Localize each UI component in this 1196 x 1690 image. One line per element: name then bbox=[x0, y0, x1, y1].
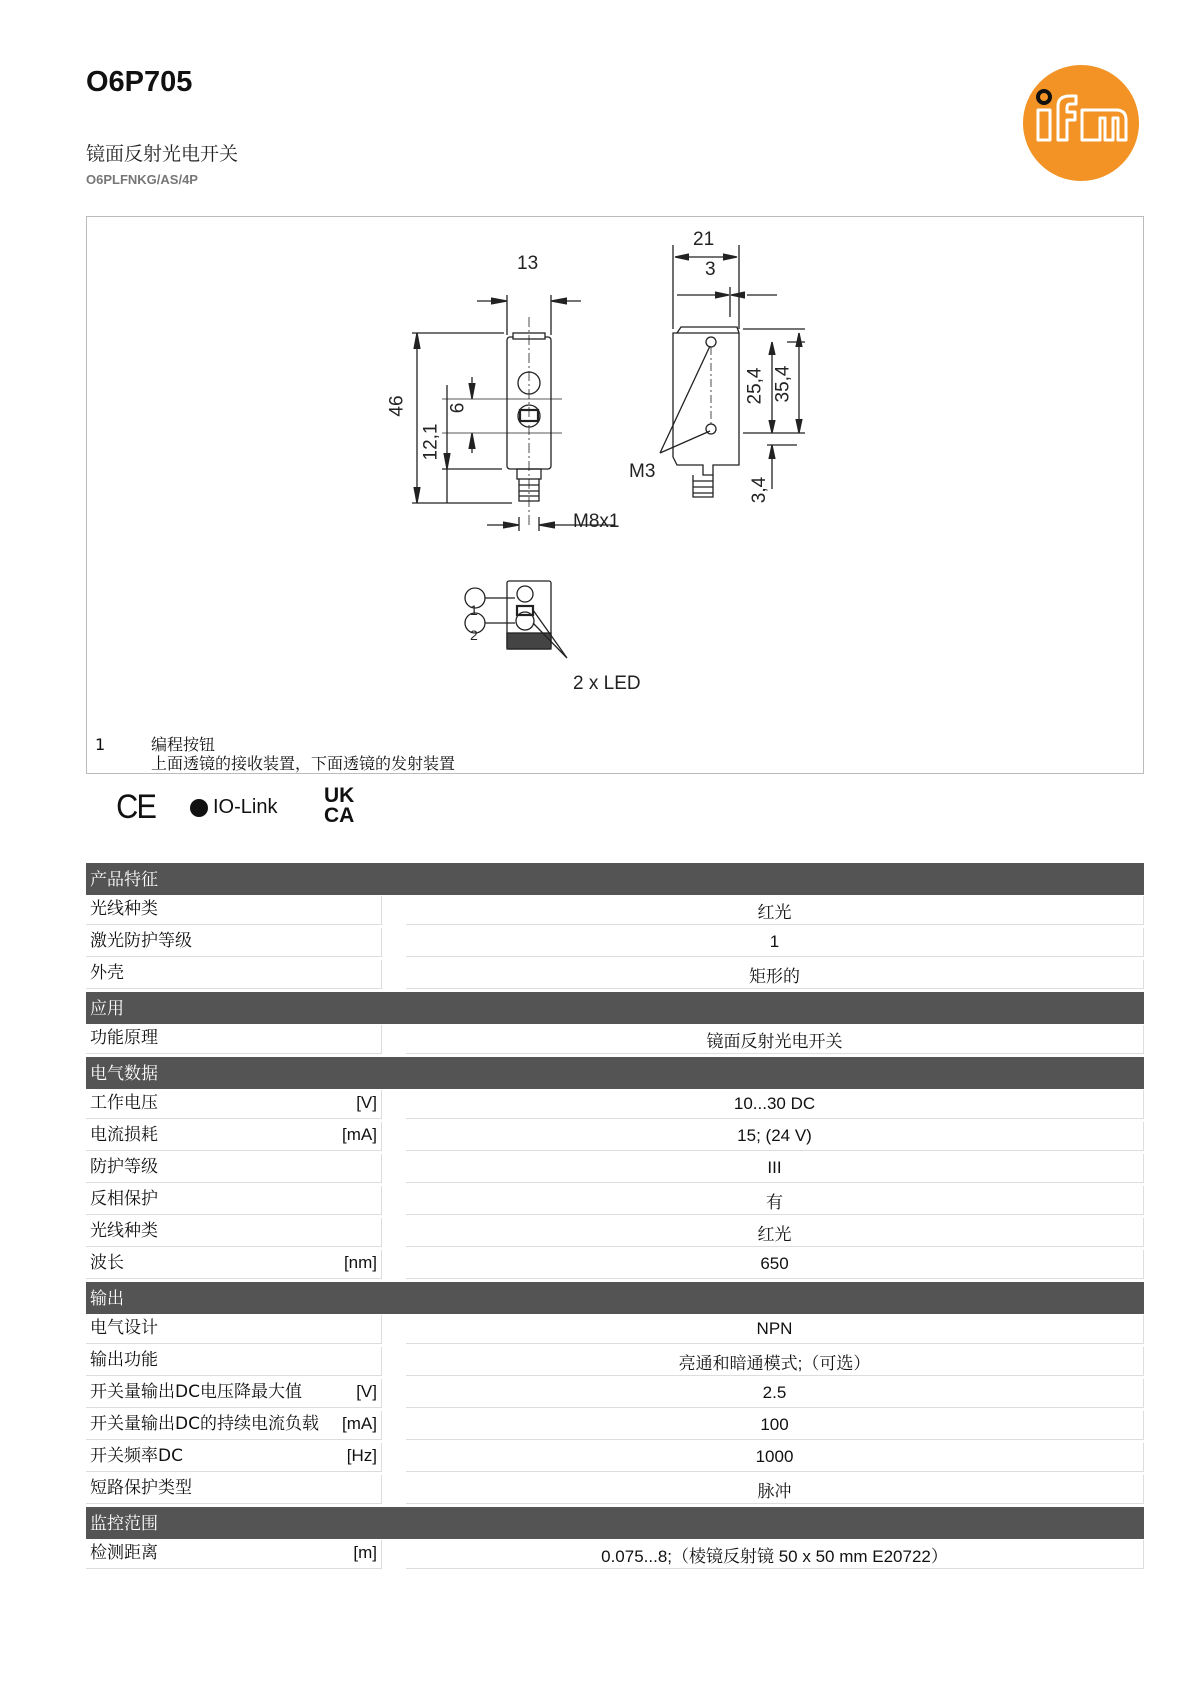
spec-label-cell bbox=[86, 1411, 382, 1440]
spec-label: 电流损耗 bbox=[90, 1125, 158, 1145]
spec-gap bbox=[382, 1540, 406, 1569]
spec-value: 红光 bbox=[406, 1218, 1144, 1247]
spec-label: 开关量输出DC电压降最大值 bbox=[90, 1382, 302, 1402]
dim-6-label: 6 bbox=[447, 402, 469, 414]
spec-row bbox=[86, 1186, 1144, 1215]
spec-row bbox=[86, 896, 1144, 925]
spec-gap bbox=[382, 1186, 406, 1215]
spec-value: 有 bbox=[406, 1186, 1144, 1215]
spec-value: 脉冲 bbox=[406, 1475, 1144, 1504]
spec-label-cell bbox=[86, 1250, 382, 1279]
spec-row bbox=[86, 1347, 1144, 1376]
spec-value: 100 bbox=[406, 1411, 1144, 1440]
spec-gap bbox=[382, 1443, 406, 1472]
spec-row bbox=[86, 1443, 1144, 1472]
spec-value: 650 bbox=[406, 1250, 1144, 1279]
spec-unit: [nm] bbox=[343, 1253, 377, 1272]
spec-row bbox=[86, 1025, 1144, 1054]
spec-gap bbox=[382, 1250, 406, 1279]
section-header: 应用 bbox=[86, 992, 1144, 1024]
spec-row bbox=[86, 1379, 1144, 1408]
spec-value: 15; (24 V) bbox=[406, 1122, 1144, 1151]
spec-label-cell bbox=[86, 1186, 382, 1215]
callout-1: 1 bbox=[470, 602, 478, 618]
section-header: 输出 bbox=[86, 1282, 1144, 1314]
spec-row bbox=[86, 1250, 1144, 1279]
section-header: 监控范围 bbox=[86, 1507, 1144, 1539]
spec-gap bbox=[382, 1090, 406, 1119]
spec-label: 电气设计 bbox=[90, 1318, 158, 1338]
product-subtitle: 镜面反射光电开关 bbox=[86, 143, 239, 165]
ukca-top: UK bbox=[324, 784, 355, 807]
spec-gap bbox=[382, 960, 406, 989]
spec-label-cell bbox=[86, 1443, 382, 1472]
spec-unit: [Hz] bbox=[346, 1446, 377, 1465]
spec-value: 镜面反射光电开关 bbox=[406, 1025, 1144, 1054]
spec-unit: [mA] bbox=[342, 1414, 377, 1433]
spec-label-cell bbox=[86, 1379, 382, 1408]
spec-gap bbox=[382, 1154, 406, 1183]
spec-label-cell bbox=[86, 1218, 382, 1247]
dim-13-label: 13 bbox=[517, 253, 539, 274]
callout-2: 2 bbox=[470, 627, 478, 643]
spec-gap bbox=[382, 1475, 406, 1504]
spec-label-cell bbox=[86, 1025, 382, 1054]
dim-21-label: 21 bbox=[693, 229, 715, 250]
dim-3-label: 3 bbox=[705, 259, 716, 280]
spec-label: 开关频率DC bbox=[90, 1446, 183, 1466]
spec-gap bbox=[382, 1379, 406, 1408]
dim-12-1-label: 12,1 bbox=[420, 423, 442, 461]
spec-label-cell bbox=[86, 1540, 382, 1569]
io-link-text: IO-Link bbox=[213, 796, 278, 818]
spec-unit: [V] bbox=[356, 1382, 377, 1401]
dim-3-4-label: 3,4 bbox=[749, 476, 771, 504]
spec-label-cell bbox=[86, 1090, 382, 1119]
spec-value: III bbox=[406, 1154, 1144, 1183]
io-link-icon bbox=[190, 799, 208, 817]
spec-label-cell bbox=[86, 1475, 382, 1504]
spec-label-cell bbox=[86, 896, 382, 925]
note-line: 编程按钮 bbox=[151, 735, 216, 754]
spec-value: 1000 bbox=[406, 1443, 1144, 1472]
spec-label: 防护等级 bbox=[90, 1157, 158, 1177]
spec-unit: [mA] bbox=[342, 1125, 377, 1144]
spec-value: 亮通和暗通模式;（可选） bbox=[406, 1347, 1144, 1376]
spec-value: 1 bbox=[406, 928, 1144, 957]
spec-value: 矩形的 bbox=[406, 960, 1144, 989]
technical-drawing bbox=[87, 217, 1143, 727]
spec-row bbox=[86, 1411, 1144, 1440]
spec-row bbox=[86, 1122, 1144, 1151]
product-title: O6P705 bbox=[86, 66, 193, 98]
section-header: 产品特征 bbox=[86, 863, 1144, 895]
spec-label-cell bbox=[86, 1347, 382, 1376]
spec-row bbox=[86, 1218, 1144, 1247]
io-link-logo bbox=[190, 796, 277, 819]
spec-label-cell bbox=[86, 1122, 382, 1151]
spec-row bbox=[86, 1475, 1144, 1504]
ukca-mark bbox=[324, 786, 354, 826]
spec-label: 开关量输出DC的持续电流负载 bbox=[90, 1414, 319, 1434]
spec-label: 外壳 bbox=[90, 963, 124, 983]
note-text bbox=[151, 735, 455, 773]
spec-label: 光线种类 bbox=[90, 1221, 158, 1241]
spec-label: 光线种类 bbox=[90, 899, 158, 919]
spec-row bbox=[86, 960, 1144, 989]
spec-label-cell bbox=[86, 960, 382, 989]
spec-label: 工作电压 bbox=[90, 1093, 158, 1113]
spec-label: 检测距离 bbox=[90, 1543, 158, 1563]
spec-value: NPN bbox=[406, 1315, 1144, 1344]
ukca-bottom: CA bbox=[324, 804, 355, 827]
specification-table bbox=[86, 860, 1144, 1572]
dimension-drawing bbox=[86, 216, 1144, 774]
spec-gap bbox=[382, 1315, 406, 1344]
note-number: 1 bbox=[95, 735, 106, 754]
spec-value: 2.5 bbox=[406, 1379, 1144, 1408]
spec-label: 激光防护等级 bbox=[90, 931, 192, 951]
dim-35-4-label: 35,4 bbox=[772, 365, 794, 403]
spec-unit: [V] bbox=[356, 1093, 377, 1112]
spec-row bbox=[86, 1315, 1144, 1344]
led-label: 2 x LED bbox=[573, 673, 641, 694]
spec-value: 10...30 DC bbox=[406, 1090, 1144, 1119]
thread-label: M8x1 bbox=[573, 511, 620, 532]
product-code: O6PLFNKG/AS/4P bbox=[86, 172, 198, 187]
spec-gap bbox=[382, 1025, 406, 1054]
spec-row bbox=[86, 1154, 1144, 1183]
spec-gap bbox=[382, 1347, 406, 1376]
spec-label: 功能原理 bbox=[90, 1028, 158, 1048]
spec-gap bbox=[382, 1218, 406, 1247]
spec-gap bbox=[382, 896, 406, 925]
spec-gap bbox=[382, 928, 406, 957]
spec-label-cell bbox=[86, 1154, 382, 1183]
spec-label: 输出功能 bbox=[90, 1350, 158, 1370]
note-line: 上面透镜的接收装置，下面透镜的发射装置 bbox=[151, 754, 456, 773]
ce-mark: CE bbox=[116, 788, 156, 826]
spec-value: 0.075...8;（棱镜反射镜 50 x 50 mm E20722） bbox=[406, 1540, 1144, 1569]
spec-gap bbox=[382, 1122, 406, 1151]
spec-label-cell bbox=[86, 1315, 382, 1344]
section-header: 电气数据 bbox=[86, 1057, 1144, 1089]
screw-label: M3 bbox=[629, 461, 656, 482]
spec-row bbox=[86, 1540, 1144, 1569]
spec-gap bbox=[382, 1411, 406, 1440]
spec-row bbox=[86, 928, 1144, 957]
spec-label-cell bbox=[86, 928, 382, 957]
spec-row bbox=[86, 1090, 1144, 1119]
dim-25-4-label: 25,4 bbox=[744, 367, 766, 405]
spec-label: 反相保护 bbox=[90, 1189, 158, 1209]
spec-label: 波长 bbox=[90, 1253, 124, 1273]
certification-logos bbox=[110, 786, 390, 836]
spec-value: 红光 bbox=[406, 896, 1144, 925]
ifm-logo bbox=[1022, 64, 1140, 182]
spec-unit: [m] bbox=[353, 1543, 377, 1562]
spec-label: 短路保护类型 bbox=[90, 1478, 192, 1498]
dim-46-label: 46 bbox=[386, 395, 408, 417]
